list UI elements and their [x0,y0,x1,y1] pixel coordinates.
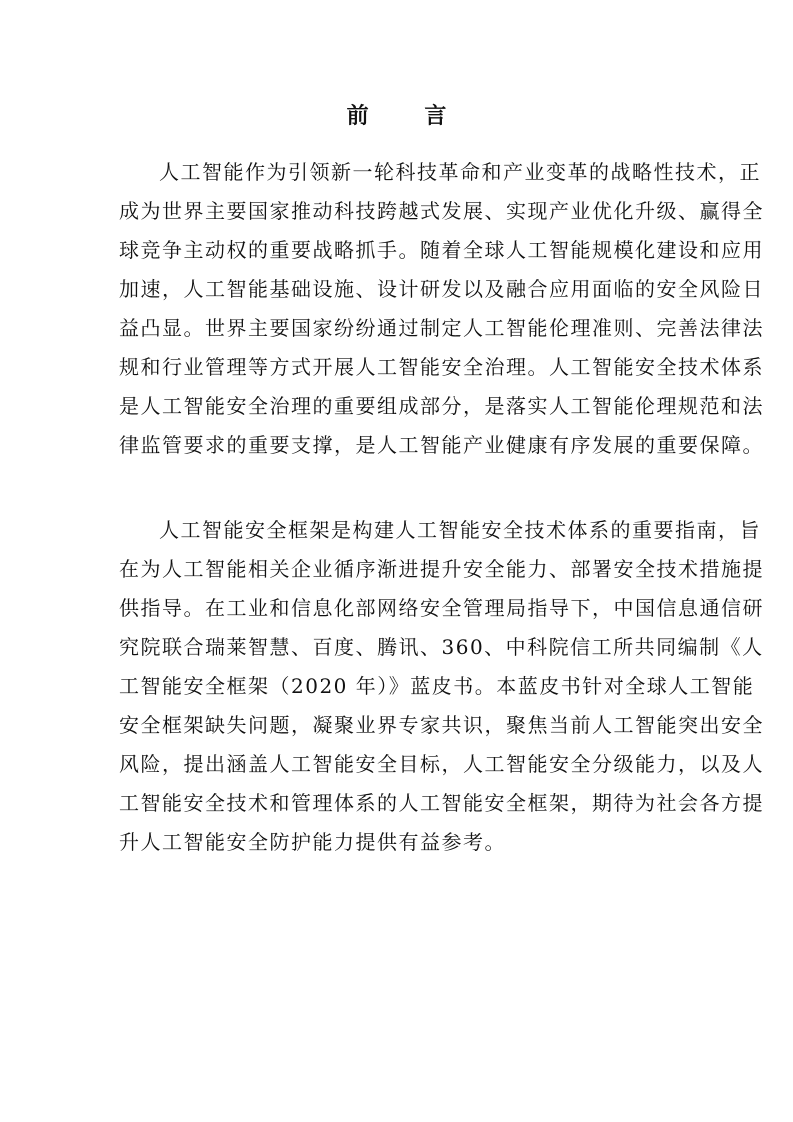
paragraph-line: 人工智能作为引领新一轮科技革命和产业变革的战略性技术，正 [159,160,761,184]
paragraph-line: 安全框架缺失问题，凝聚业界专家共识，聚焦当前人工智能突出安全 [119,713,764,737]
paragraph-line: 工智能安全技术和管理体系的人工智能安全框架，期待为社会各方提 [119,791,764,815]
paragraph-line: 律监管要求的重要支撑，是人工智能产业健康有序发展的重要保障。 [119,433,764,457]
paragraph-line: 是人工智能安全治理的重要组成部分，是落实人工智能伦理规范和法 [119,394,764,418]
paragraph-line: 升人工智能安全防护能力提供有益参考。 [119,830,506,854]
paragraph-line: 加速，人工智能基础设施、设计研发以及融合应用面临的安全风险日 [119,277,764,301]
paragraph-line: 益凸显。世界主要国家纷纷通过制定人工智能伦理准则、完善法律法 [119,316,764,340]
paragraph-line: 供指导。在工业和信息化部网络安全管理局指导下，中国信息通信研 [119,596,764,620]
paragraph-line: 球竞争主动权的重要战略抓手。随着全球人工智能规模化建设和应用 [119,238,764,262]
paragraph-line: 工智能安全框架（2020 年）》蓝皮书。本蓝皮书针对全球人工智能 [119,674,755,698]
paragraph-line: 规和行业管理等方式开展人工智能安全治理。人工智能安全技术体系 [119,355,764,379]
paragraph-line: 人工智能安全框架是构建人工智能安全技术体系的重要指南，旨 [159,518,761,542]
paragraph-line: 成为世界主要国家推动科技跨越式发展、实现产业优化升级、赢得全 [119,199,764,223]
paragraph-line: 风险，提出涵盖人工智能安全目标，人工智能安全分级能力，以及人 [119,752,764,776]
paragraph-line: 究院联合瑞莱智慧、百度、腾讯、360、中科院信工所共同编制《人 [119,635,764,659]
page-title: 前 言 [346,104,471,129]
paragraph-line: 在为人工智能相关企业循序渐进提升安全能力、部署安全技术措施提 [119,557,764,581]
